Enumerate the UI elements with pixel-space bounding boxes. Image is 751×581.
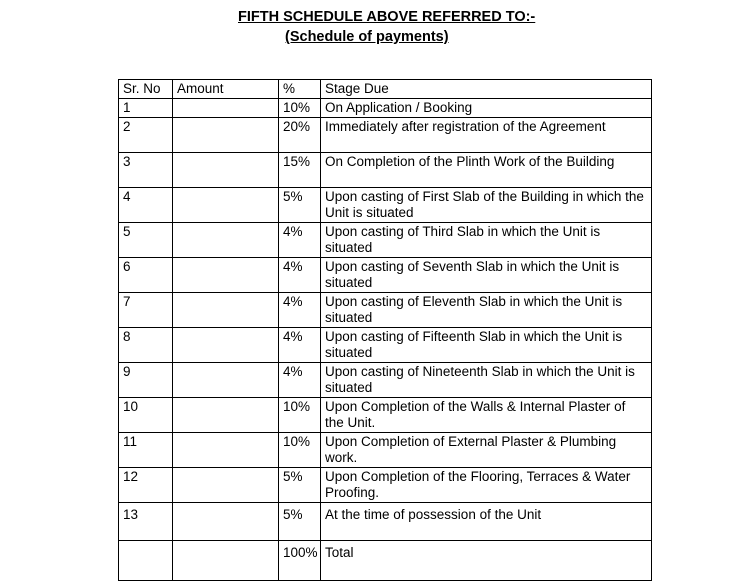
cell-percent: 4% xyxy=(279,328,321,363)
cell-stage: Upon Completion of the Flooring, Terraces & Water Proofing. xyxy=(321,468,652,503)
cell-amount xyxy=(173,503,279,541)
cell-percent: 10% xyxy=(279,99,321,118)
cell-stage: Immediately after registration of the Agreement xyxy=(321,118,652,153)
cell-sr: 8 xyxy=(119,328,173,363)
cell-percent: 10% xyxy=(279,433,321,468)
cell-stage: Upon casting of Seventh Slab in which the Unit is situated xyxy=(321,258,652,293)
cell-sr: 7 xyxy=(119,293,173,328)
table-row xyxy=(119,503,652,541)
cell-sr: 9 xyxy=(119,363,173,398)
cell-stage: On Application / Booking xyxy=(321,99,652,118)
cell-stage: Upon Completion of External Plaster & Plumbing work. xyxy=(321,433,652,468)
cell-stage: At the time of possession of the Unit xyxy=(321,503,652,541)
total-amount xyxy=(173,541,279,581)
cell-sr: 5 xyxy=(119,223,173,258)
cell-sr: 10 xyxy=(119,398,173,433)
cell-sr: 6 xyxy=(119,258,173,293)
cell-percent: 4% xyxy=(279,223,321,258)
cell-percent: 20% xyxy=(279,118,321,153)
cell-sr: 11 xyxy=(119,433,173,468)
cell-percent: 5% xyxy=(279,188,321,223)
payment-schedule-table xyxy=(118,79,652,581)
total-row xyxy=(119,541,652,581)
table-row xyxy=(119,99,652,118)
cell-percent: 5% xyxy=(279,468,321,503)
table-row xyxy=(119,328,652,363)
cell-stage: Upon casting of Eleventh Slab in which the Unit is situated xyxy=(321,293,652,328)
table-row xyxy=(119,223,652,258)
schedule-title: FIFTH SCHEDULE ABOVE REFERRED TO:- xyxy=(238,9,536,25)
table-row xyxy=(119,468,652,503)
cell-amount xyxy=(173,153,279,188)
cell-amount xyxy=(173,468,279,503)
header-percent: % xyxy=(279,80,321,99)
cell-amount xyxy=(173,99,279,118)
cell-percent: 4% xyxy=(279,293,321,328)
cell-amount xyxy=(173,188,279,223)
cell-stage: Upon Completion of the Walls & Internal Plaster of the Unit. xyxy=(321,398,652,433)
cell-sr: 2 xyxy=(119,118,173,153)
table-row xyxy=(119,188,652,223)
cell-amount xyxy=(173,398,279,433)
cell-percent: 4% xyxy=(279,363,321,398)
table-header-row xyxy=(119,80,652,99)
cell-sr: 13 xyxy=(119,503,173,541)
cell-stage: Upon casting of Third Slab in which the Unit is situated xyxy=(321,223,652,258)
cell-percent: 4% xyxy=(279,258,321,293)
table-row xyxy=(119,153,652,188)
cell-stage: On Completion of the Plinth Work of the Building xyxy=(321,153,652,188)
cell-amount xyxy=(173,433,279,468)
header-amount: Amount xyxy=(173,80,279,99)
cell-stage: Upon casting of Nineteenth Slab in which the Unit is situated xyxy=(321,363,652,398)
total-label: Total xyxy=(321,541,652,581)
table-row xyxy=(119,258,652,293)
total-percent: 100% xyxy=(279,541,321,581)
cell-amount xyxy=(173,223,279,258)
schedule-subtitle: (Schedule of payments) xyxy=(285,29,449,45)
cell-percent: 5% xyxy=(279,503,321,541)
header-sr-no: Sr. No xyxy=(119,80,173,99)
cell-sr: 3 xyxy=(119,153,173,188)
cell-amount xyxy=(173,293,279,328)
cell-stage: Upon casting of First Slab of the Building in which the Unit is situated xyxy=(321,188,652,223)
table-row xyxy=(119,433,652,468)
header-stage-due: Stage Due xyxy=(321,80,652,99)
cell-percent: 15% xyxy=(279,153,321,188)
total-sr xyxy=(119,541,173,581)
cell-sr: 4 xyxy=(119,188,173,223)
cell-amount xyxy=(173,118,279,153)
cell-sr: 12 xyxy=(119,468,173,503)
cell-amount xyxy=(173,363,279,398)
table-row xyxy=(119,363,652,398)
table-row xyxy=(119,118,652,153)
cell-stage: Upon casting of Fifteenth Slab in which the Unit is situated xyxy=(321,328,652,363)
cell-percent: 10% xyxy=(279,398,321,433)
table-row xyxy=(119,398,652,433)
cell-sr: 1 xyxy=(119,99,173,118)
table-row xyxy=(119,293,652,328)
cell-amount xyxy=(173,258,279,293)
cell-amount xyxy=(173,328,279,363)
